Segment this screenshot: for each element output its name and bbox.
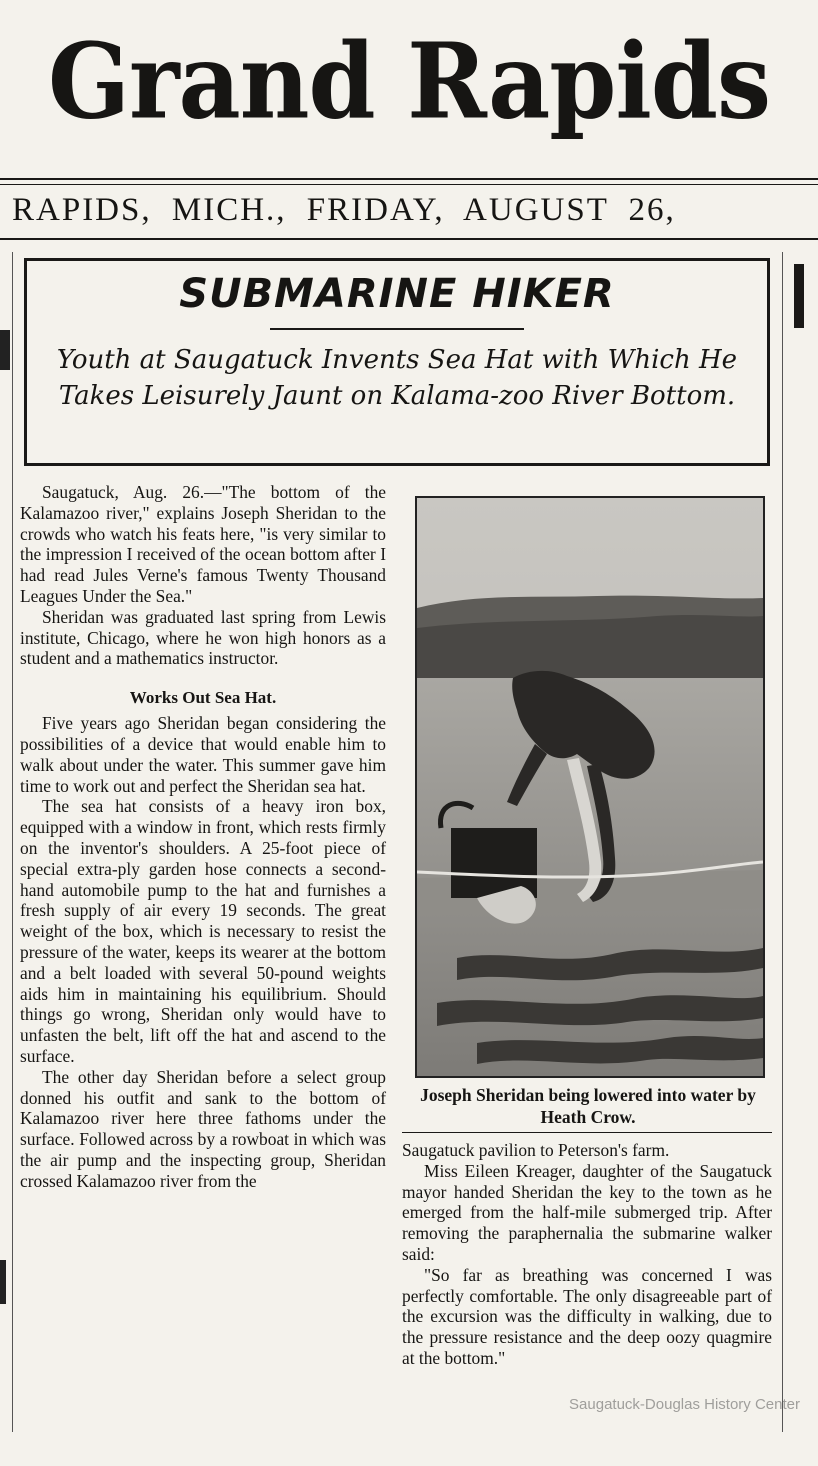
adjacent-column-fragment (794, 264, 804, 328)
left-column-rule (12, 252, 13, 1432)
paragraph: The sea hat consists of a heavy iron box, equipped with a window in front, which rests firmly on the inventor's shoulders. A 25-foot piece of special extra-ply garden hose connects a second-hand automobile pump to the hat and furnishes a fresh supply of air every 19 seconds. The great weight of the box, which is necessary to resist the pressure of the water, keeps its wearer at the bottom and a belt loaded with several 50-pound weights aids him in maintaining his equilibrium. Should things go wrong, Sheridan only would have to unfasten the belt, lift off the hat and ascend to the surface. (20, 796, 386, 1066)
photo-caption: Joseph Sheridan being lowered into water by Heath Crow. (420, 1085, 756, 1127)
article-body-right (402, 1140, 772, 1369)
caption-rule (402, 1132, 772, 1133)
paragraph: Saugatuck pavilion to Peterson's farm. (402, 1140, 670, 1160)
paragraph: The other day Sheridan before a select group donned his outfit and sank to the bottom of Kalamazoo river here three fathoms under the surface. Followed across by a rowboat in which was the air pump and the inspecting group, Sheridan crossed Kalamazoo river from the (20, 1066, 386, 1191)
watermark: Saugatuck-Douglas History Center (569, 1396, 800, 1413)
subheading: Works Out Sea Hat. (129, 688, 277, 708)
adjacent-column-fragment (0, 330, 10, 370)
dateline-rule (0, 238, 818, 240)
headline: SUBMARINE HIKER (179, 271, 615, 317)
right-column-rule (782, 252, 783, 1432)
paragraph: Sheridan was graduated last spring from Lewis institute, Chicago, where he won high honors as a student and a mathematics instructor. (20, 606, 386, 669)
masthead-rule-top (0, 178, 818, 180)
paragraph: Five years ago Sheridan began considering the possibilities of a device that would enable him to walk about under the water. This summer gave him time to work out and perfect the Sheridan sea hat. (20, 713, 386, 796)
adjacent-column-fragment (0, 1260, 6, 1304)
dateline: RAPIDS, MICH., FRIDAY, AUGUST 26, (12, 192, 676, 228)
masthead-rule-bottom (0, 184, 818, 185)
masthead-title: Grand Rapids (47, 20, 771, 143)
paragraph: Saugatuck, Aug. 26.—"The bottom of the Kalamazoo river," explains Joseph Sheridan to the crowds who watch his feats here, "is very similar to the impression I received of the ocean bottom after I had read Jules Verne's famous Twenty Thousand Leagues Under the Sea." (20, 482, 386, 606)
paragraph: Miss Eileen Kreager, daughter of the Saugatuck mayor handed Sheridan the key to the town as he emerged from the half-mile submerged trip. After removing the paraphernalia the submarine walker said: (402, 1160, 772, 1264)
deck: Youth at Saugatuck Invents Sea Hat with Which He Takes Leisurely Jaunt on Kalama-zoo River Bottom. (56, 345, 738, 411)
photo-sheridan-lowered-into-water (415, 496, 765, 1078)
paragraph: "So far as breathing was concerned I was perfectly comfortable. The only disagreeable part of the excursion was the difficulty in walking, due to the pressure resistance and the deep oozy quagmire at the bottom." (402, 1264, 772, 1368)
headline-rule (270, 328, 524, 330)
article-body-left (20, 482, 386, 1192)
